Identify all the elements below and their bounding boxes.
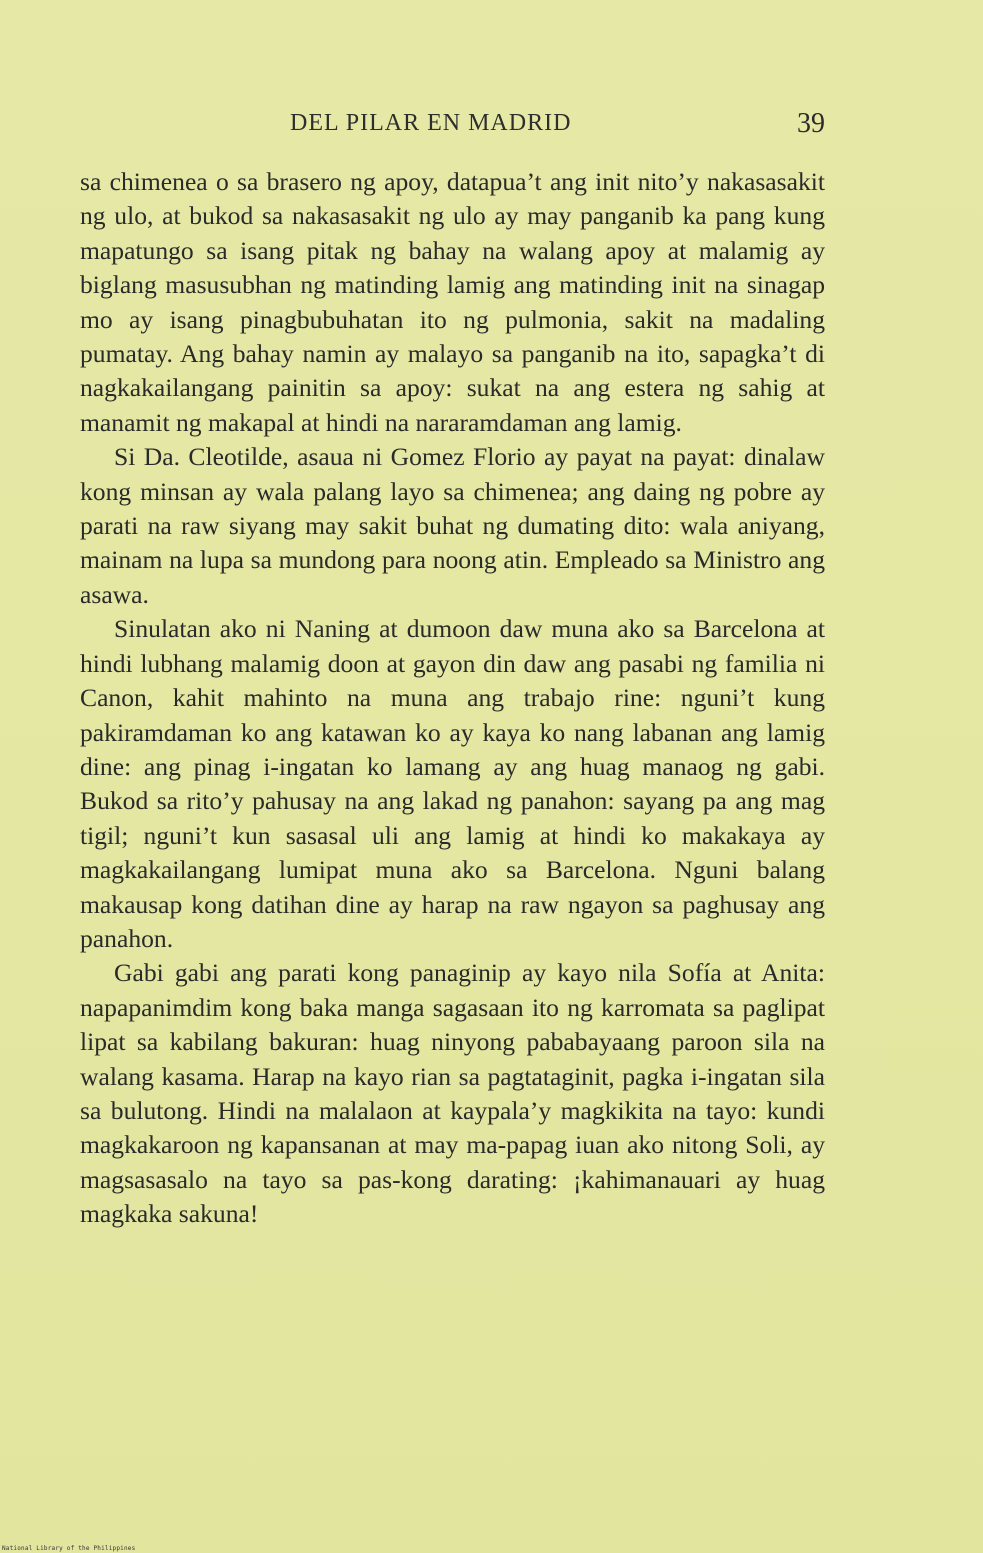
running-title: DEL PILAR EN MADRID <box>290 110 572 136</box>
paragraph-1: sa chimenea o sa brasero ng apoy, datapua’t ang init nito’y nakasasakit ng ulo, at bukod sa nakasasakit ng ulo ay may panganib ka pang kung mapatungo sa isang pitak ng bahay na walang apoy at malamig ay biglang masusubhan ng matinding lamig ang matinding init na sinagap mo ay isang pinagbubuhatan ito ng pulmonia, sakit na madaling pumatay. Ang bahay namin ay malayo sa panganib na ito, sapagka’t di nagkakailangang painitin sa apoy: sukat na ang estera ng sahig at manamit ng makapal at hindi na nararamdaman ang lamig. <box>80 167 825 437</box>
paragraph-3: Sinulatan ako ni Naning at dumoon daw muna ako sa Barcelona at hindi lubhang malamig doon at gayon din daw ang pasabi ng familia ni Canon, kahit mahinto na muna ang trabajo rine: nguni’t kung pakiramdaman ko ang katawan ko ay kaya ko nang labanan ang lamig dine: ang pinag i-ingatan ko lamang ay ang huag manaog ng gabi. Bukod sa rito’y pahusay na ang lakad ng panahon: sayang pa ang mag tigil; nguni’t kun sasasal uli ang lamig at hindi ko makakaya ay magkakailangang lumipat muna ako sa Barcelona. Nguni balang makausap kong datihan dine ay harap na raw ngayon sa paghusay ang panahon. <box>80 614 825 953</box>
body-text <box>80 165 825 1232</box>
running-head <box>80 108 825 144</box>
paragraph-4: Gabi gabi ang parati kong panaginip ay kayo nila Sofía at Anita: napapanimdim kong baka manga sagasaan ito ng karromata sa paglipat lipat sa kabilang bakuran: huag ninyong pababayaang paroon sila na walang kasama. Harap na kayo rian sa pagtataginit, pagka i-ingatan sila sa bulutong. Hindi na malalaon at kaypala’y magkikita na tayo: kundi magkakaroon ng kapansanan at may ma-papag iuan ako nitong Soli, ay magsasasalo na tayo sa pas-kong darating: ¡kahimanauari ay huag magkaka sakuna! <box>80 958 825 1229</box>
page-number: 39 <box>797 108 825 139</box>
library-watermark-note: National Library of the Philippines <box>2 1545 136 1552</box>
paragraph-2: Si Da. Cleotilde, asaua ni Gomez Florio ay payat na payat: dinalaw kong minsan ay wala palang layo sa chimenea; ang daing ng pobre ay parati na raw siyang may sakit buhat ng dumating dito: wala aniyang, mainam na lupa sa mundong para noong atin. Empleado sa Ministro ang asawa. <box>80 442 825 609</box>
